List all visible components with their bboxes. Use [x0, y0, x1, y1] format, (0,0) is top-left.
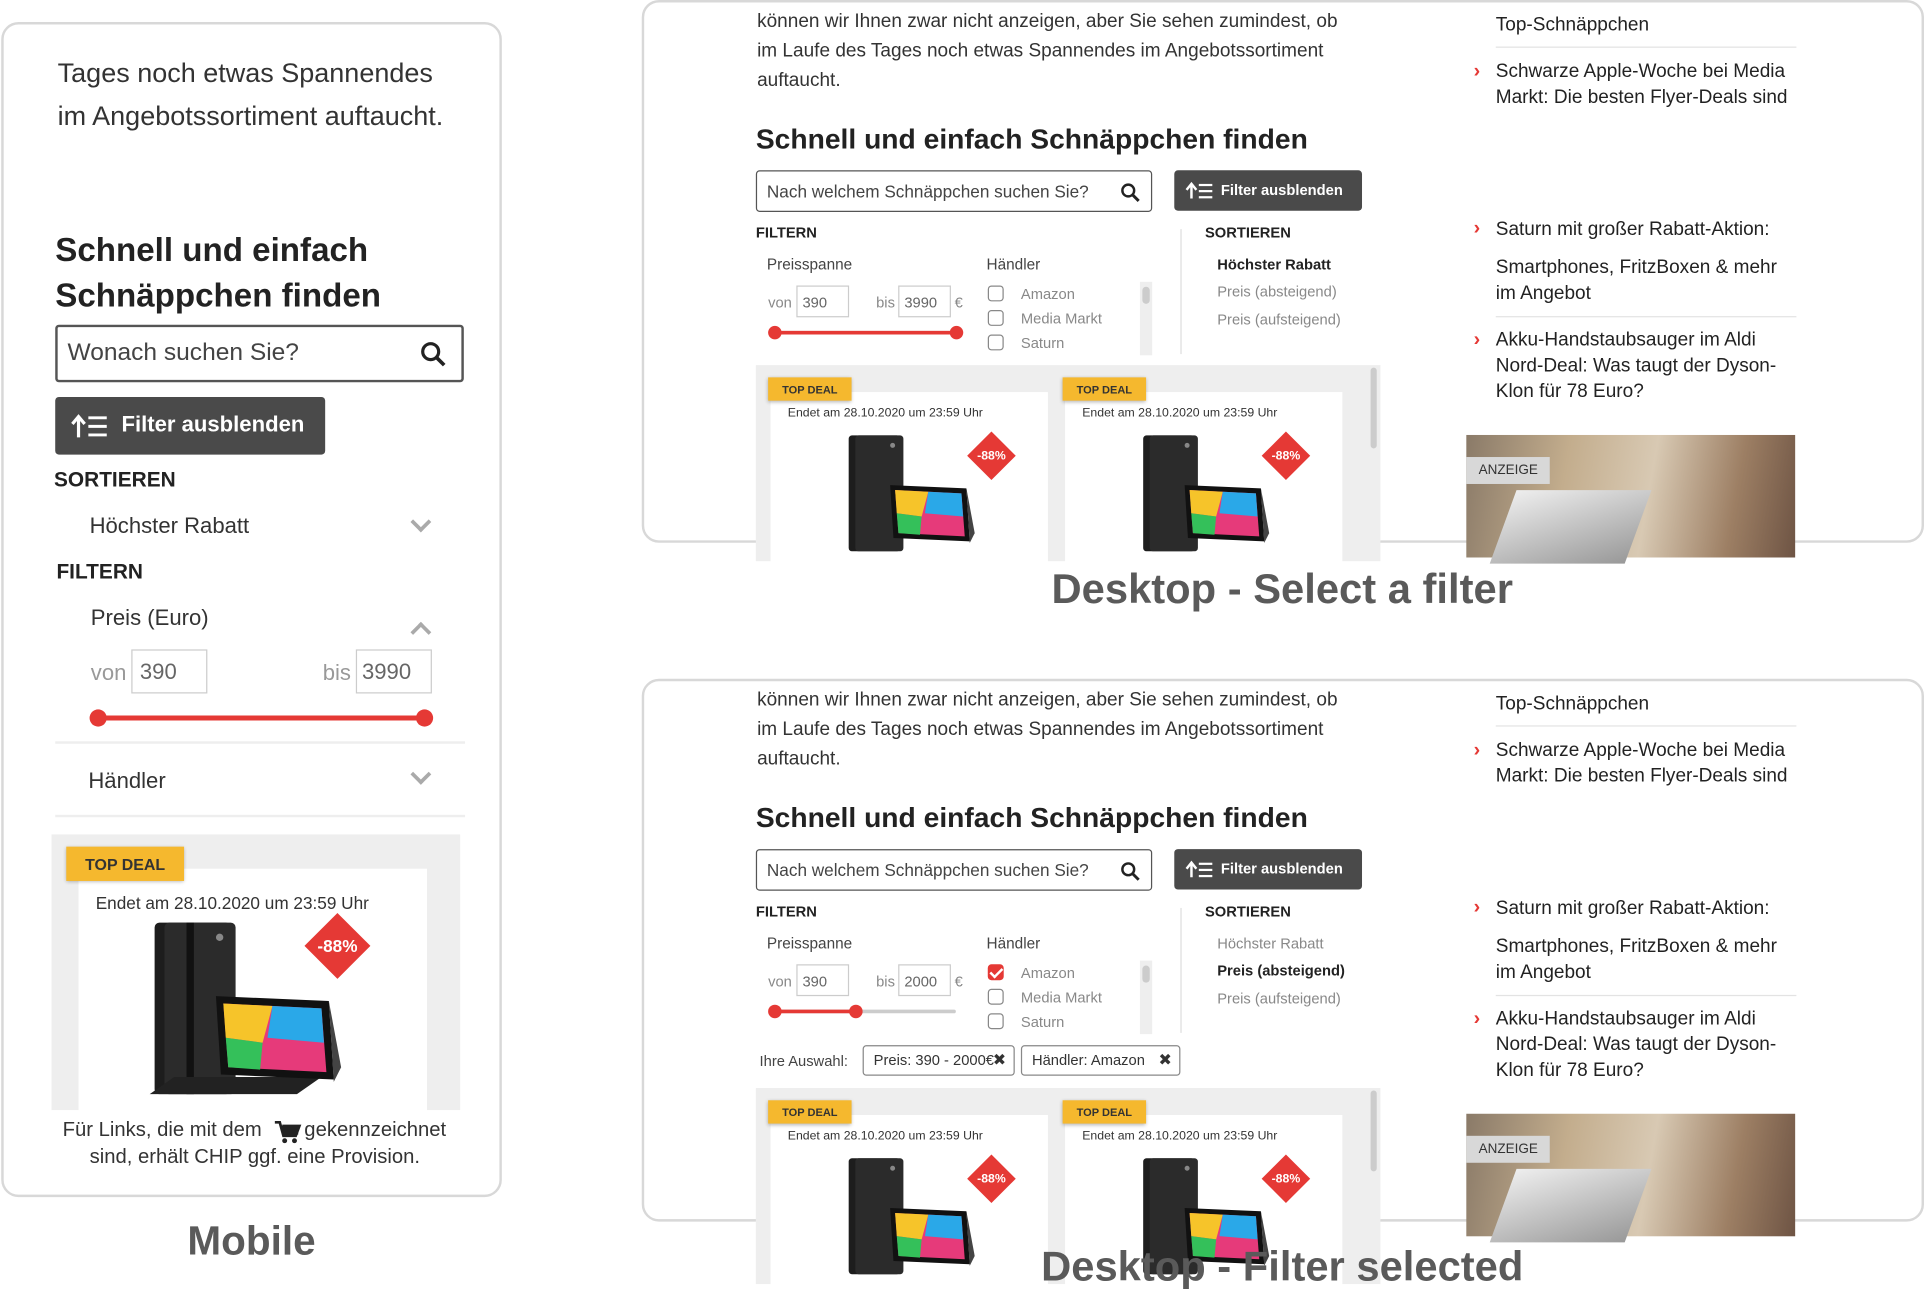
deal-end-date: Endet am 28.10.2020 um 23:59 Uhr [787, 1129, 983, 1144]
intro-text-line: im Laufe des Tages noch etwas Spannendes im Angebotssortiment [757, 40, 1324, 62]
search-icon[interactable] [1120, 183, 1140, 203]
filter-collapse-icon [1185, 183, 1214, 200]
deal-card[interactable] [771, 392, 1048, 588]
selection-label: Ihre Auswahl: [759, 1052, 848, 1070]
price-slider-track[interactable] [774, 331, 956, 335]
deal-end-date: Endet am 28.10.2020 um 23:59 Uhr [1082, 1129, 1278, 1144]
top-deal-badge: TOP DEAL [66, 847, 184, 881]
chevron-right-icon: › [1473, 740, 1481, 761]
deal-list-scrollbar[interactable] [1371, 1090, 1377, 1171]
chevron-down-icon[interactable] [410, 764, 431, 785]
mobile-filter-toggle-button[interactable] [55, 397, 325, 455]
chevron-right-icon: › [1473, 329, 1481, 351]
sort-option-price-desc[interactable]: Preis (absteigend) [1217, 961, 1345, 979]
top-deal-badge: TOP DEAL [1063, 1100, 1146, 1123]
checkbox-media-markt[interactable] [988, 989, 1004, 1005]
mobile-footer-line2: sind, erhält CHIP ggf. eine Provision. [89, 1145, 421, 1168]
sort-label: SORTIEREN [1204, 224, 1291, 242]
tablet-product-image [844, 1157, 979, 1280]
mobile-sort-select[interactable]: Höchster Rabatt [89, 513, 250, 538]
sidebar-link-akku[interactable]: Akku-Handstaubsauger im Aldi [1495, 329, 1756, 351]
mobile-footer-suffix: gekennzeichnet [304, 1118, 447, 1141]
chevron-right-icon: › [1473, 218, 1481, 239]
discount-label: -88% [317, 936, 358, 956]
close-icon[interactable]: ✖ [992, 1050, 1007, 1069]
sidebar-link-saturn-line2[interactable]: im Angebot [1495, 961, 1591, 983]
merchant-label: Händler [986, 256, 1041, 274]
discount-label: -88% [977, 1171, 1006, 1186]
sidebar-link-apple-woche[interactable]: Schwarze Apple-Woche bei Media [1495, 740, 1786, 761]
merchant-option-saturn[interactable]: Saturn [1020, 334, 1065, 352]
sidebar-link-akku-line3[interactable]: Klon für 78 Euro? [1495, 381, 1644, 402]
von-label: von [768, 972, 792, 991]
mobile-price-to-input[interactable]: 3990 [356, 649, 432, 693]
chevron-down-icon[interactable] [410, 512, 431, 533]
search-input[interactable] [756, 170, 1152, 212]
search-placeholder: Nach welchem Schnäppchen suchen Sie? [766, 860, 1089, 880]
sidebar-divider [1496, 316, 1797, 317]
sidebar-link-akku-line2[interactable]: Nord-Deal: Was taugt der Dyson- [1495, 1034, 1777, 1055]
deal-list-scrollbar[interactable] [1371, 368, 1377, 449]
mobile-frame [1, 22, 502, 1197]
sidebar-divider [1496, 47, 1797, 48]
merchant-list-scrollbar[interactable] [1142, 966, 1149, 983]
chevron-right-icon: › [1473, 61, 1481, 83]
sort-option-highest-discount[interactable]: Höchster Rabatt [1217, 934, 1324, 953]
filter-toggle-button[interactable] [1174, 849, 1362, 889]
ad-label: ANZEIGE [1466, 1136, 1550, 1163]
cart-icon [274, 1120, 301, 1145]
top-deal-badge: TOP DEAL [768, 377, 851, 400]
sort-option-price-desc[interactable]: Preis (absteigend) [1217, 283, 1337, 301]
intro-text-line: können wir Ihnen zwar nicht anzeigen, aber Sie sehen zumindest, ob [757, 11, 1338, 32]
discount-badge [967, 1154, 1016, 1203]
merchant-label: Händler [986, 934, 1041, 953]
caption-desktop-select: Desktop - Select a filter [1051, 566, 1513, 613]
mobile-divider [55, 741, 465, 743]
deal-end-date: Endet am 28.10.2020 um 23:59 Uhr [1082, 406, 1278, 421]
chip-merchant-label: Händler: Amazon [1031, 1051, 1145, 1069]
price-slider-max-handle[interactable] [849, 1005, 862, 1018]
mobile-footer-prefix: Für Links, die mit dem [62, 1118, 262, 1141]
laptop-shape [1490, 490, 1652, 564]
chevron-up-icon[interactable] [410, 622, 431, 643]
sidebar-link-saturn-line2[interactable]: im Angebot [1495, 283, 1591, 304]
currency-label: € [954, 294, 963, 312]
filter-collapse-icon [70, 413, 109, 440]
sidebar-divider [1496, 995, 1797, 996]
sort-option-highest-discount[interactable]: Höchster Rabatt [1217, 256, 1331, 274]
chevron-right-icon: › [1473, 1008, 1481, 1030]
divider [1180, 908, 1181, 1033]
intro-text-line: können wir Ihnen zwar nicht anzeigen, aber Sie sehen zumindest, ob [757, 689, 1338, 711]
ad-label: ANZEIGE [1466, 457, 1550, 484]
mobile-price-toggle[interactable]: Preis (Euro) [90, 605, 209, 630]
chip-merchant[interactable] [1021, 1045, 1181, 1076]
mobile-search-input[interactable] [55, 325, 464, 383]
section-heading: Schnell und einfach Schnäppchen finden [755, 801, 1308, 834]
top-deal-badge: TOP DEAL [768, 1100, 851, 1123]
advertisement-image[interactable] [1466, 1114, 1795, 1237]
filter-toggle-button[interactable] [1174, 170, 1362, 210]
sidebar-title: Top-Schnäppchen [1495, 14, 1650, 36]
filter-toggle-label: Filter ausblenden [1220, 860, 1343, 878]
von-label: von [768, 294, 792, 312]
checkbox-amazon[interactable] [988, 285, 1004, 301]
price-slider-track[interactable] [774, 1010, 855, 1014]
tablet-product-image [1139, 434, 1274, 557]
deal-end-date: Endet am 28.10.2020 um 23:59 Uhr [95, 893, 369, 913]
discount-badge [1262, 1154, 1311, 1203]
mobile-price-from-input[interactable]: 390 [131, 649, 207, 693]
price-from-input[interactable]: 390 [796, 964, 849, 996]
sidebar-clip [1466, 218, 1810, 244]
mobile-merchant-toggle[interactable]: Händler [88, 768, 166, 793]
mobile-search-placeholder: Wonach suchen Sie? [67, 339, 299, 367]
section-heading: Schnell und einfach Schnäppchen finden [755, 122, 1308, 155]
filter-toggle-label: Filter ausblenden [1220, 181, 1343, 199]
currency-label: € [954, 972, 963, 991]
bis-label: bis [876, 972, 895, 991]
mobile-deal-list [52, 834, 461, 1110]
mobile-price-slider-max-handle[interactable] [416, 709, 433, 726]
sidebar-link-saturn-line0[interactable]: Saturn mit großer Rabatt-Aktion: [1495, 219, 1770, 241]
sidebar-divider [1496, 725, 1797, 726]
laptop-shape [1490, 1169, 1652, 1243]
discount-badge [967, 432, 1016, 481]
sort-option-price-asc[interactable]: Preis (aufsteigend) [1217, 990, 1341, 1008]
mobile-bis-label: bis [322, 660, 351, 685]
chip-price[interactable] [863, 1045, 1015, 1076]
price-slider-max-handle[interactable] [950, 326, 963, 339]
top-deal-badge: TOP DEAL [1063, 377, 1146, 400]
sidebar-link-apple-woche-line2[interactable]: Markt: Die besten Flyer-Deals sind [1495, 765, 1788, 787]
checkbox-media-markt[interactable] [988, 310, 1004, 326]
checkbox-amazon[interactable] [988, 964, 1004, 980]
intro-text-line: auftaucht. [757, 69, 841, 91]
discount-label: -88% [1271, 1171, 1301, 1186]
sort-label: SORTIEREN [1204, 903, 1291, 921]
mobile-price-slider-min-handle[interactable] [90, 709, 107, 726]
sidebar-link-saturn[interactable]: Smartphones, FritzBoxen & mehr [1495, 936, 1777, 957]
sidebar-link-saturn-line0[interactable]: Saturn mit großer Rabatt-Aktion: [1495, 898, 1770, 919]
sidebar-link-akku-line2[interactable]: Nord-Deal: Was taugt der Dyson- [1495, 355, 1777, 377]
mobile-filter-toggle-label: Filter ausblenden [121, 411, 305, 437]
discount-badge [304, 913, 370, 979]
divider [1180, 229, 1181, 354]
mobile-intro-text: Tages noch etwas Spannendes im Angebotssortiment auftaucht. [57, 57, 444, 132]
sidebar-link-saturn[interactable]: Smartphones, FritzBoxen & mehr [1495, 257, 1777, 279]
discount-label: -88% [977, 449, 1006, 463]
sort-option-price-asc[interactable]: Preis (aufsteigend) [1217, 311, 1341, 329]
sidebar-link-apple-woche-line2[interactable]: Markt: Die besten Flyer-Deals sind [1495, 86, 1788, 108]
price-range-label: Preisspanne [766, 934, 853, 953]
mobile-sort-label: SORTIEREN [53, 468, 176, 492]
price-from-input[interactable]: 390 [796, 285, 849, 317]
mobile-divider [55, 815, 465, 817]
merchant-option-media-markt[interactable]: Media Markt [1020, 309, 1102, 328]
mobile-price-slider-track[interactable] [98, 716, 424, 721]
chip-price-label: Preis: 390 - 2000€ [873, 1051, 994, 1069]
mobile-von-label: von [90, 660, 127, 685]
sidebar-title: Top-Schnäppchen [1495, 693, 1650, 715]
deal-list [756, 365, 1381, 561]
merchant-option-media-markt[interactable]: Media Markt [1020, 988, 1102, 1006]
discount-label: -88% [1271, 449, 1301, 463]
filter-collapse-icon [1185, 861, 1214, 878]
mobile-heading: Schnell und einfach Schnäppchen finden [55, 231, 382, 314]
merchant-option-amazon[interactable]: Amazon [1020, 285, 1075, 303]
sidebar-link-apple-woche[interactable]: Schwarze Apple-Woche bei Media [1495, 61, 1786, 83]
price-range-label: Preisspanne [766, 256, 853, 274]
search-icon[interactable] [420, 341, 447, 368]
caption-desktop-selected: Desktop - Filter selected [1041, 1243, 1524, 1291]
tablet-product-image [844, 434, 979, 557]
intro-text-line: auftaucht. [757, 748, 841, 770]
caption-mobile: Mobile [187, 1217, 316, 1264]
price-slider-min-handle[interactable] [768, 1005, 781, 1018]
price-to-input[interactable]: 2000 [898, 964, 951, 996]
search-icon[interactable] [1120, 861, 1140, 881]
search-placeholder: Nach welchem Schnäppchen suchen Sie? [766, 181, 1089, 201]
merchant-list-scrollbar[interactable] [1142, 287, 1149, 304]
sidebar-clip [1466, 896, 1810, 923]
desktop-selected-frame [642, 679, 1924, 1222]
deal-card[interactable] [79, 869, 427, 1114]
close-icon[interactable]: ✖ [1158, 1050, 1172, 1069]
deal-end-date: Endet am 28.10.2020 um 23:59 Uhr [787, 406, 983, 421]
advertisement-image[interactable] [1466, 435, 1795, 558]
bis-label: bis [876, 294, 895, 312]
search-input[interactable] [756, 849, 1152, 891]
discount-badge [1262, 432, 1311, 481]
price-slider-min-handle[interactable] [768, 326, 781, 339]
merchant-option-saturn[interactable]: Saturn [1020, 1013, 1065, 1031]
sidebar-link-akku-line3[interactable]: Klon für 78 Euro? [1495, 1059, 1644, 1081]
filter-label: FILTERN [755, 903, 817, 921]
intro-text-line: im Laufe des Tages noch etwas Spannendes im Angebotssortiment [757, 719, 1324, 741]
sidebar-link-akku[interactable]: Akku-Handstaubsauger im Aldi [1495, 1008, 1756, 1030]
checkbox-saturn[interactable] [988, 1013, 1004, 1029]
merchant-option-amazon[interactable]: Amazon [1020, 964, 1075, 982]
mobile-filter-label: FILTERN [56, 559, 143, 584]
checkbox-saturn[interactable] [988, 334, 1004, 350]
filter-label: FILTERN [755, 224, 817, 242]
deal-card[interactable] [1065, 392, 1342, 588]
desktop-select-frame [642, 0, 1924, 543]
price-to-input[interactable]: 3990 [898, 285, 951, 317]
chevron-right-icon: › [1473, 896, 1481, 918]
